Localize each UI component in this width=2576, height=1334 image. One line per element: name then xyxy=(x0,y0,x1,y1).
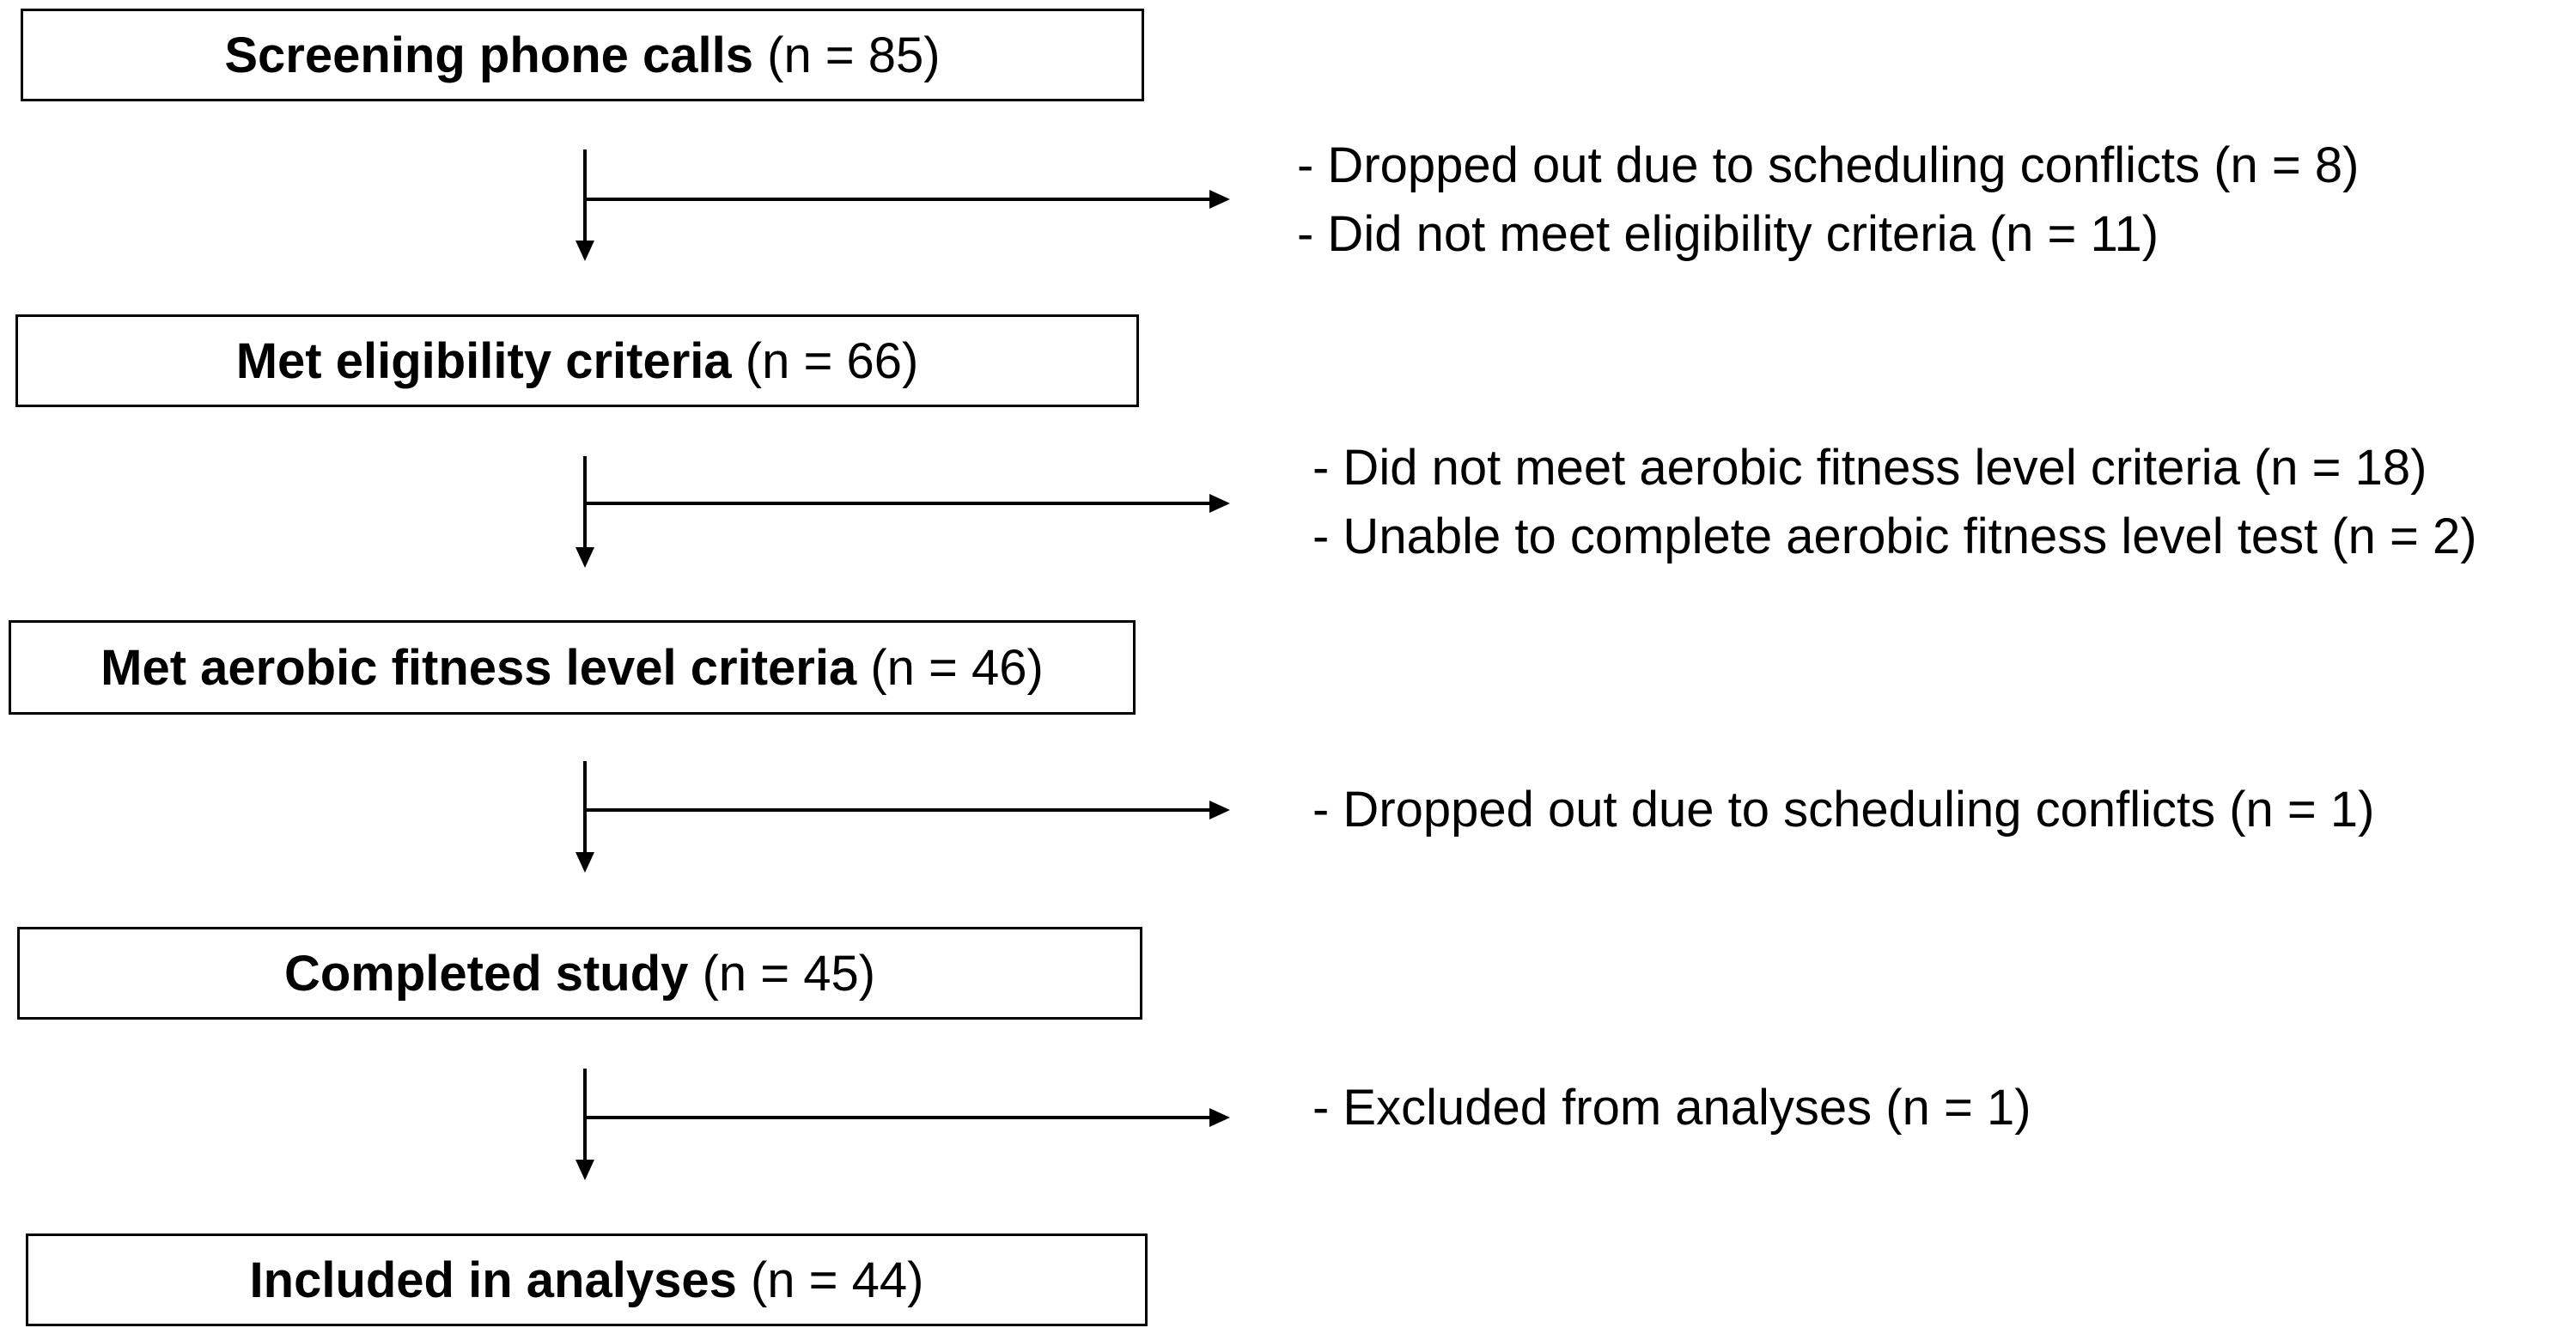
box-count: (n = 44) xyxy=(750,1252,924,1308)
exclusion-note-4 xyxy=(1312,1074,2031,1142)
box-label: Met eligibility criteria xyxy=(235,332,732,389)
exclusion-line: - Dropped out due to scheduling conflicts (n = 1) xyxy=(1312,782,2375,838)
arrow-down-icon xyxy=(575,1160,594,1180)
connector-step-4 xyxy=(575,1069,1230,1180)
box-count: (n = 66) xyxy=(745,332,919,389)
exclusion-line: - Dropped out due to scheduling conflicts (n = 8) xyxy=(1297,137,2360,193)
arrow-right-icon xyxy=(1209,190,1230,209)
box-label: Completed study xyxy=(283,945,689,1002)
arrow-right-icon xyxy=(1209,801,1230,819)
arrow-down-icon xyxy=(575,852,594,873)
arrow-right-icon xyxy=(1209,494,1230,513)
connector-step-1 xyxy=(575,149,1230,261)
box-label: Met aerobic fitness level criteria xyxy=(100,639,857,696)
exclusion-note-2 xyxy=(1312,434,2477,571)
exclusion-line: - Did not meet eligibility criteria (n = 11) xyxy=(1297,206,2159,262)
box-count: (n = 46) xyxy=(870,639,1044,696)
box-label: Included in analyses xyxy=(249,1252,737,1308)
exclusion-line: - Excluded from analyses (n = 1) xyxy=(1312,1080,2031,1136)
box-label: Screening phone calls xyxy=(224,27,753,83)
exclusion-note-3 xyxy=(1312,776,2374,844)
arrow-right-icon xyxy=(1209,1108,1230,1127)
box-count: (n = 85) xyxy=(767,27,941,83)
exclusion-line: - Unable to complete aerobic fitness level test (n = 2) xyxy=(1312,509,2477,564)
connector-step-2 xyxy=(575,456,1230,568)
exclusion-note-1 xyxy=(1297,131,2359,269)
box-count: (n = 45) xyxy=(702,945,876,1002)
connector-step-3 xyxy=(575,761,1230,873)
arrow-down-icon xyxy=(575,547,594,568)
exclusion-line: - Did not meet aerobic fitness level criteria (n = 18) xyxy=(1312,440,2427,496)
arrow-down-icon xyxy=(575,241,594,261)
